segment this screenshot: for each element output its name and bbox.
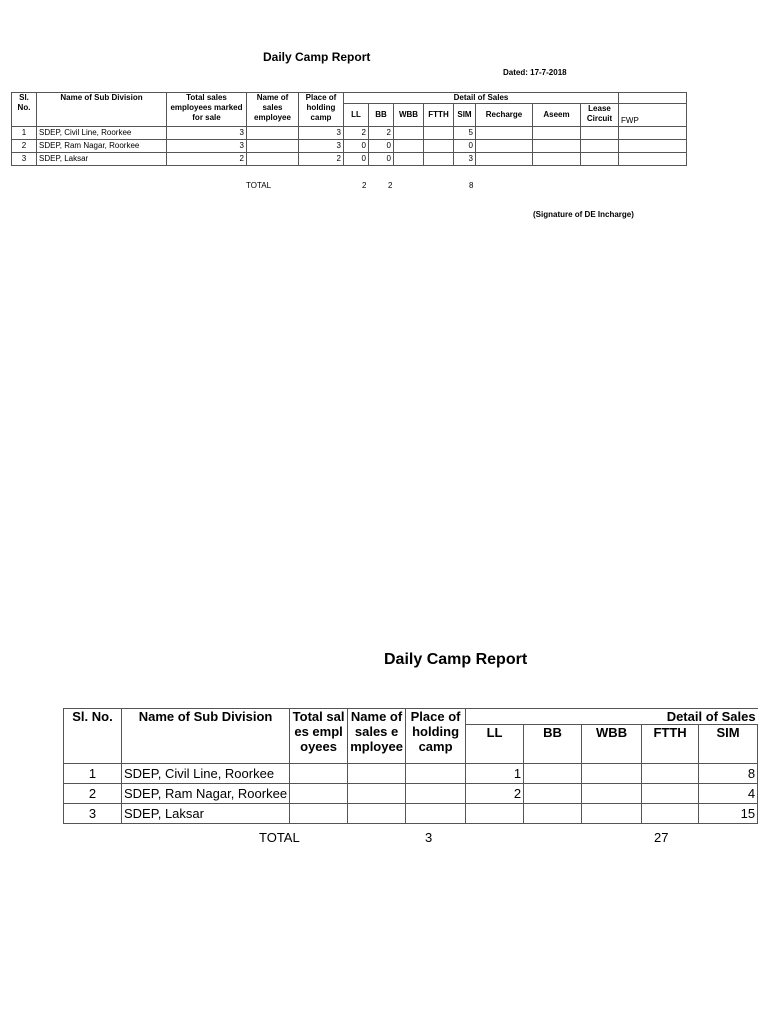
cell-recharge [476, 127, 533, 140]
cell-aseem [533, 153, 581, 166]
cell-total: 3 [167, 140, 247, 153]
header-sub-division: Name of Sub Division [37, 93, 167, 127]
cell-total [290, 804, 348, 824]
cell-wbb [394, 140, 424, 153]
report1-table [11, 92, 687, 166]
cell-ll: 0 [344, 153, 369, 166]
cell-lease [581, 153, 619, 166]
cell-sub-division: SDEP, Civil Line, Roorkee [122, 764, 290, 784]
cell-total: 3 [167, 127, 247, 140]
cell-employee [348, 764, 406, 784]
cell-wbb [582, 804, 642, 824]
cell-bb: 0 [369, 140, 394, 153]
cell-ftth [642, 784, 699, 804]
header-recharge: Recharge [476, 104, 533, 127]
report1-total-sim: 8 [469, 181, 474, 190]
cell-ll [466, 804, 524, 824]
header-name-sales: Name of sales employee [247, 93, 299, 127]
cell-bb: 0 [369, 153, 394, 166]
cell-sub-division: SDEP, Laksar [122, 804, 290, 824]
cell-aseem [533, 127, 581, 140]
cell-sl: 1 [12, 127, 37, 140]
report1-header-row [12, 93, 687, 104]
cell-wbb [582, 784, 642, 804]
cell-fwp [619, 127, 687, 140]
cell-wbb [394, 153, 424, 166]
cell-sl: 1 [64, 764, 122, 784]
header-total-sales: Total sales employees marked for sale [167, 93, 247, 127]
table-row [64, 804, 758, 824]
cell-ftth [424, 140, 454, 153]
cell-employee [348, 804, 406, 824]
table-row [64, 764, 758, 784]
cell-lease [581, 140, 619, 153]
report2-title: Daily Camp Report [384, 651, 528, 668]
cell-sub-division: SDEP, Ram Nagar, Roorkee [37, 140, 167, 153]
header-ll: LL [344, 104, 369, 127]
header-detail-of-sales: Detail of Sales [466, 709, 758, 725]
header-sim: SIM [699, 725, 758, 764]
cell-sub-division: SDEP, Ram Nagar, Roorkee [122, 784, 290, 804]
cell-sub-division: SDEP, Laksar [37, 153, 167, 166]
header-name-sales: Name of sales employee [348, 709, 406, 764]
cell-sl: 3 [12, 153, 37, 166]
cell-wbb [582, 764, 642, 784]
report1-total-label: TOTAL [246, 181, 272, 190]
header-total-sales: Total sales employees [290, 709, 348, 764]
header-aseem: Aseem [533, 104, 581, 127]
header-fwp: FWP [619, 104, 687, 127]
table-row [12, 153, 687, 166]
cell-ll: 1 [466, 764, 524, 784]
cell-total [290, 784, 348, 804]
cell-place: 3 [299, 127, 344, 140]
cell-fwp [619, 153, 687, 166]
cell-lease [581, 127, 619, 140]
cell-place: 2 [299, 153, 344, 166]
cell-sim: 0 [454, 140, 476, 153]
report1-title: Daily Camp Report [263, 50, 371, 64]
signature-label: (Signature of DE Incharge) [533, 210, 634, 219]
cell-sim: 4 [699, 784, 758, 804]
cell-ftth [642, 764, 699, 784]
cell-sim: 15 [699, 804, 758, 824]
header-place: Place of holding camp [299, 93, 344, 127]
cell-ftth [642, 804, 699, 824]
header-ll: LL [466, 725, 524, 764]
report2-total-label: TOTAL [259, 830, 300, 845]
cell-bb [524, 804, 582, 824]
cell-employee [247, 127, 299, 140]
cell-sub-division: SDEP, Civil Line, Roorkee [37, 127, 167, 140]
cell-employee [348, 784, 406, 804]
cell-recharge [476, 153, 533, 166]
cell-recharge [476, 140, 533, 153]
header-ftth: FTTH [424, 104, 454, 127]
report2-header-row [64, 709, 758, 725]
header-lease-circuit: Lease Circuit [581, 104, 619, 127]
cell-total [290, 764, 348, 784]
header-wbb: WBB [394, 104, 424, 127]
cell-ll: 2 [344, 127, 369, 140]
header-blank [619, 93, 687, 104]
report1-total-ll: 2 [362, 181, 367, 190]
header-bb: BB [524, 725, 582, 764]
cell-sim: 8 [699, 764, 758, 784]
cell-bb: 2 [369, 127, 394, 140]
header-sub-division: Name of Sub Division [122, 709, 290, 764]
table-row [12, 140, 687, 153]
cell-aseem [533, 140, 581, 153]
cell-employee [247, 153, 299, 166]
header-detail-of-sales: Detail of Sales [344, 93, 619, 104]
cell-sl: 3 [64, 804, 122, 824]
cell-place [406, 784, 466, 804]
table-row [12, 127, 687, 140]
report2-total-ll: 3 [425, 830, 433, 845]
report2-total-sim: 27 [654, 830, 669, 845]
cell-ftth [424, 127, 454, 140]
cell-ftth [424, 153, 454, 166]
cell-bb [524, 764, 582, 784]
cell-place: 3 [299, 140, 344, 153]
header-sl-no: Sl. No. [12, 93, 37, 127]
cell-fwp [619, 140, 687, 153]
cell-ll: 2 [466, 784, 524, 804]
cell-ll: 0 [344, 140, 369, 153]
cell-sim: 5 [454, 127, 476, 140]
cell-wbb [394, 127, 424, 140]
header-sl-no: Sl. No. [64, 709, 122, 764]
cell-sl: 2 [12, 140, 37, 153]
cell-total: 2 [167, 153, 247, 166]
table-row [64, 784, 758, 804]
report1-total-bb: 2 [388, 181, 393, 190]
header-ftth: FTTH [642, 725, 699, 764]
report2-table [63, 708, 758, 824]
header-sim: SIM [454, 104, 476, 127]
cell-employee [247, 140, 299, 153]
header-bb: BB [369, 104, 394, 127]
header-wbb: WBB [582, 725, 642, 764]
cell-bb [524, 784, 582, 804]
header-place: Place of holding camp [406, 709, 466, 764]
report1-date: Dated: 17-7-2018 [503, 68, 567, 77]
cell-place [406, 804, 466, 824]
cell-sim: 3 [454, 153, 476, 166]
cell-place [406, 764, 466, 784]
cell-sl: 2 [64, 784, 122, 804]
